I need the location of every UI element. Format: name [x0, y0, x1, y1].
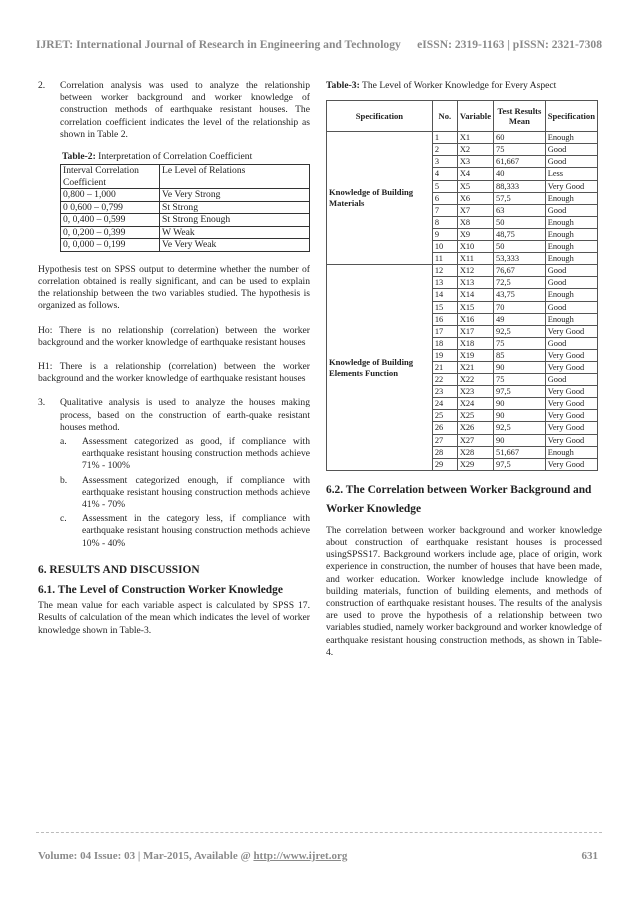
table-spec-cell: Knowledge of Building Elements Function [327, 265, 433, 471]
table-cell: 90 [494, 410, 546, 422]
table-cell: 12 [432, 265, 457, 277]
table-cell: 72,5 [494, 277, 546, 289]
section-heading-6-1: 6.1. The Level of Construction Worker Knowledge [38, 583, 283, 596]
table-cell: 50 [494, 216, 546, 228]
table-cell: 97,5 [494, 458, 546, 470]
page-header [36, 38, 602, 51]
table-cell: 60 [494, 132, 546, 144]
table-cell: 70 [494, 301, 546, 313]
table-3-label: Table-3: [326, 80, 360, 91]
table-cell: Very Good [545, 180, 597, 192]
table-cell: X21 [457, 361, 493, 373]
table-2-caption-text: Interpretation of Correlation Coefficient [98, 151, 253, 163]
table-cell: X10 [457, 241, 493, 253]
issn-text: eISSN: 2319-1163 | pISSN: 2321-7308 [417, 38, 602, 51]
table-cell: X16 [457, 313, 493, 325]
table-cell: 21 [432, 361, 457, 373]
table-cell: X29 [457, 458, 493, 470]
sub-item-b [60, 475, 310, 512]
table-cell: 15 [432, 301, 457, 313]
table-cell: Enough [545, 216, 597, 228]
table-cell: X2 [457, 144, 493, 156]
table-cell: Enough [545, 253, 597, 265]
table-cell: X14 [457, 289, 493, 301]
table-cell: 29 [432, 458, 457, 470]
table-cell: 23 [432, 386, 457, 398]
table-cell: Enough [545, 446, 597, 458]
table-cell: X8 [457, 216, 493, 228]
left-column [38, 80, 310, 637]
table-cell: 0, 0,200 – 0,399 [61, 226, 160, 239]
table-cell: 49 [494, 313, 546, 325]
table-cell: X23 [457, 386, 493, 398]
table-cell: Very Good [545, 434, 597, 446]
table-cell: 88,333 [494, 180, 546, 192]
page-footer [38, 850, 598, 862]
table-cell: X15 [457, 301, 493, 313]
sub-text: Assessment categorized enough, if compliance with earthquake resistant housing construction methods achieve 41% - 70% [82, 474, 310, 510]
table-row [61, 226, 310, 239]
table-cell: Good [545, 277, 597, 289]
table-cell: 61,667 [494, 156, 546, 168]
table-cell: Enough [545, 192, 597, 204]
table-cell: Ve Very Strong [160, 189, 310, 202]
table-cell: 3 [432, 156, 457, 168]
table-row [327, 132, 598, 144]
table-cell: X17 [457, 325, 493, 337]
table-cell: Ve Very Weak [160, 239, 310, 252]
table-cell: Very Good [545, 386, 597, 398]
table-3 [326, 100, 598, 471]
table-2-label: Table-2: [62, 151, 96, 163]
table-header-row [61, 165, 310, 189]
table-cell: 28 [432, 446, 457, 458]
table-cell: 43,75 [494, 289, 546, 301]
table-cell: 97,5 [494, 386, 546, 398]
table-cell: X11 [457, 253, 493, 265]
table-cell: 1 [432, 132, 457, 144]
table-header-cell: Le Level of Relations [160, 165, 310, 189]
paragraph-h1: H1: There is a relationship (correlation) between the worker background and the worker knowledge of earthquake resistant houses [38, 360, 310, 385]
sub-label: b. [60, 474, 68, 486]
table-3-body [327, 132, 598, 471]
table-cell: X22 [457, 374, 493, 386]
paragraph-correlation: The correlation between worker background and worker knowledge about construction of earthquake resistant houses is processed usingSPSS17. Background workers include age, place of origin, work experience in construction, the number of houses that have been made, and worker education. Worker knowledge include knowledge of building materials, function of building elements, and methods of construction of earthquake resistant houses. The results of the analysis are used to prove the hypothesis of a relationship between two variables studied, namely worker background and worker knowledge of earthquake resistant housing construction methods, as shown in Table-4. [326, 524, 602, 658]
table-cell: Very Good [545, 422, 597, 434]
table-cell: Good [545, 265, 597, 277]
table-spec-cell: Knowledge of Building Materials [327, 132, 433, 265]
table-cell: 19 [432, 349, 457, 361]
table-cell: 90 [494, 434, 546, 446]
table-cell: Enough [545, 313, 597, 325]
table-cell: 13 [432, 277, 457, 289]
table-cell: 63 [494, 204, 546, 216]
table-cell: X13 [457, 277, 493, 289]
table-cell: X12 [457, 265, 493, 277]
table-cell: 40 [494, 168, 546, 180]
table-cell: 57,5 [494, 192, 546, 204]
table-cell: 8 [432, 216, 457, 228]
table-3-caption [326, 80, 602, 92]
list-text: Qualitative analysis is used to analyze the houses making process, based on the construction of earth-quake resistant houses method. [60, 397, 310, 433]
table-cell: Enough [545, 241, 597, 253]
paragraph-ho: Ho: There is no relationship (correlation) between the worker background and the worker knowledge of earthquake resistant houses [38, 324, 310, 348]
table-cell: 9 [432, 228, 457, 240]
table-cell: 50 [494, 241, 546, 253]
table-cell: 0, 0,400 – 0,599 [61, 214, 160, 227]
table-3-caption-text: The Level of Worker Knowledge for Every Aspect [362, 80, 557, 91]
table-row [61, 201, 310, 214]
table-cell: 11 [432, 253, 457, 265]
section-heading-6: 6. RESULTS AND DISCUSSION [38, 563, 200, 576]
table-cell: 6 [432, 192, 457, 204]
table-cell: Very Good [545, 325, 597, 337]
table-cell: 27 [432, 434, 457, 446]
sub-label: a. [60, 435, 67, 447]
footer-divider [36, 832, 602, 833]
sub-label: c. [60, 513, 67, 525]
table-cell: 85 [494, 349, 546, 361]
table-cell: X1 [457, 132, 493, 144]
table-header-cell: Variable [457, 101, 493, 132]
table-cell: W Weak [160, 226, 310, 239]
table-cell: 7 [432, 204, 457, 216]
table-cell: X27 [457, 434, 493, 446]
table-cell: 75 [494, 337, 546, 349]
sub-text: Assessment categorized as good, if compliance with earthquake resistant housing construction methods achieve 71% - 100% [82, 435, 310, 472]
table-cell: 75 [494, 374, 546, 386]
table-cell: 48,75 [494, 228, 546, 240]
table-row [327, 265, 598, 277]
table-row [61, 214, 310, 227]
table-cell: 53,333 [494, 253, 546, 265]
footer-volume-text: Volume: 04 Issue: 03 | Mar-2015, Available @ [38, 850, 254, 862]
table-cell: X18 [457, 337, 493, 349]
table-cell: 4 [432, 168, 457, 180]
table-cell: 25 [432, 410, 457, 422]
sub-text: Assessment in the category less, if compliance with earthquake resistant housing construction methods achieve 10% - 40% [82, 513, 310, 549]
table-cell: 24 [432, 398, 457, 410]
table-cell: Good [545, 374, 597, 386]
list-number: 3. [38, 397, 46, 409]
table-2-caption [62, 151, 310, 163]
table-cell: 16 [432, 313, 457, 325]
table-row [61, 189, 310, 202]
table-cell: X6 [457, 192, 493, 204]
table-cell: 0, 0,000 – 0,199 [61, 239, 160, 252]
table-cell: Enough [545, 289, 597, 301]
table-cell: 0 0,600 – 0,799 [61, 201, 160, 214]
journal-link[interactable]: http://www.ijret.org [253, 850, 348, 862]
table-cell: 92,5 [494, 422, 546, 434]
table-cell: 90 [494, 398, 546, 410]
table-cell: 90 [494, 361, 546, 373]
table-cell: X26 [457, 422, 493, 434]
list-number: 2. [38, 80, 46, 91]
table-cell: 0,800 – 1,000 [61, 189, 160, 202]
table-cell: Very Good [545, 398, 597, 410]
table-cell: 14 [432, 289, 457, 301]
table-header-cell: No. [432, 101, 457, 132]
table-cell: X28 [457, 446, 493, 458]
table-cell: X5 [457, 180, 493, 192]
table-cell: Good [545, 337, 597, 349]
right-column [326, 80, 602, 659]
table-cell: 26 [432, 422, 457, 434]
table-header-cell: Specification [327, 101, 433, 132]
table-cell: 92,5 [494, 325, 546, 337]
table-cell: Very Good [545, 458, 597, 470]
table-cell: X24 [457, 398, 493, 410]
list-body [60, 397, 310, 549]
table-cell: St Strong [160, 201, 310, 214]
table-cell: Very Good [545, 349, 597, 361]
table-cell: X3 [457, 156, 493, 168]
table-cell: Good [545, 144, 597, 156]
table-header-cell: Interval Correlation Coefficient [61, 165, 160, 189]
list-item-3 [38, 397, 310, 549]
table-row [61, 239, 310, 252]
table-cell: 18 [432, 337, 457, 349]
table-cell: St Strong Enough [160, 214, 310, 227]
table-cell: Enough [545, 228, 597, 240]
table-2 [60, 164, 310, 252]
section-heading-6-2: 6.2. The Correlation between Worker Background and Worker Knowledge [326, 483, 592, 515]
table-cell: X7 [457, 204, 493, 216]
table-cell: Very Good [545, 361, 597, 373]
table-cell: 5 [432, 180, 457, 192]
table-header-cell: Test Results Mean [494, 101, 546, 132]
table-cell: 51,667 [494, 446, 546, 458]
page-number: 631 [581, 850, 598, 862]
paragraph-mean-value: The mean value for each variable aspect is calculated by SPSS 17. Results of calculation of the mean which indicates the level of worker knowledge shown in Table-3. [38, 600, 310, 636]
table-header-cell: Specification [545, 101, 597, 132]
table-cell: X19 [457, 349, 493, 361]
table-cell: Good [545, 301, 597, 313]
table-cell: X4 [457, 168, 493, 180]
table-cell: 10 [432, 241, 457, 253]
table-cell: Enough [545, 132, 597, 144]
sub-item-a [60, 436, 310, 473]
paragraph-hypothesis-test: Hypothesis test on SPSS output to determine whether the number of correlation obtained is really significant, and can be used to explain the relationship between the two variables studied. The hypothesis is organized as follows. [38, 263, 310, 312]
table-cell: 2 [432, 144, 457, 156]
table-cell: 76,67 [494, 265, 546, 277]
table-cell: Very Good [545, 410, 597, 422]
table-header-row [327, 101, 598, 132]
sub-item-c [60, 513, 310, 550]
list-item-2 [38, 80, 310, 141]
table-cell: Good [545, 156, 597, 168]
table-cell: X25 [457, 410, 493, 422]
table-cell: 22 [432, 374, 457, 386]
table-cell: 17 [432, 325, 457, 337]
list-text: Correlation analysis was used to analyze the relationship between worker background and worker knowledge of construction methods of earthquake resistant houses. The correlation coefficient indicates the level of the relationship as shown in Table 2. [60, 80, 310, 140]
table-cell: X9 [457, 228, 493, 240]
table-cell: 75 [494, 144, 546, 156]
journal-title: IJRET: International Journal of Research in Engineering and Technology [36, 38, 401, 51]
table-cell: Good [545, 204, 597, 216]
table-cell: Less [545, 168, 597, 180]
footer-volume [38, 850, 347, 862]
